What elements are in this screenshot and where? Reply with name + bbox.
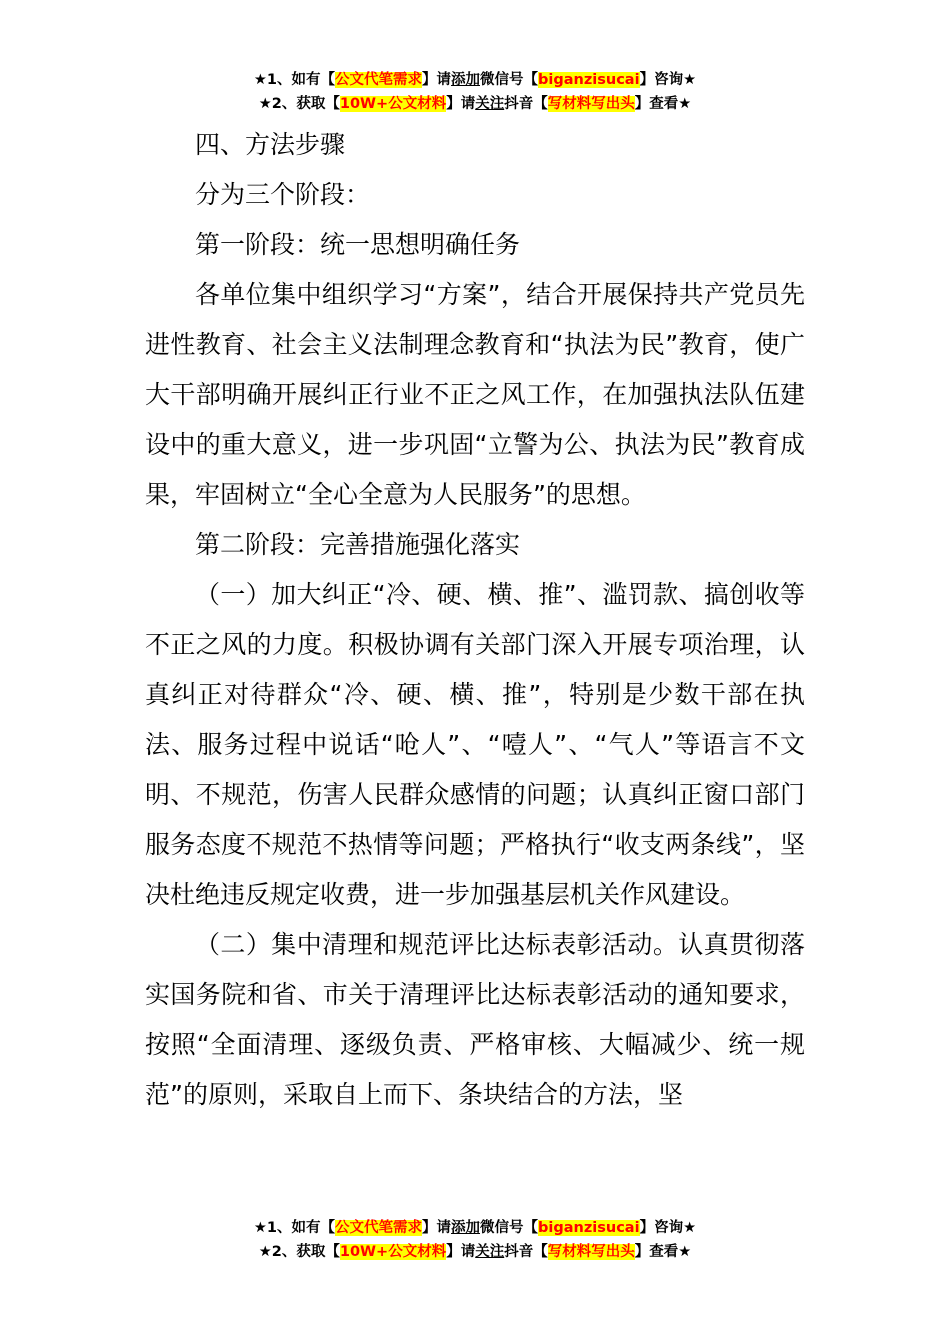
notice-emphasis: 添加 [451, 1220, 481, 1236]
notice-text: 】请 [446, 96, 476, 112]
star-icon: ★ [683, 72, 697, 88]
notice-highlight: 公文代笔需求 [335, 72, 423, 88]
notice-text: 】查看 [634, 1244, 679, 1260]
stage-heading: 第一阶段：统一思想明确任务 [195, 230, 521, 259]
notice-line-2 [0, 92, 950, 116]
stage-heading: 第二阶段：完善措施强化落实 [195, 530, 521, 559]
douyin-account-highlight: 写材料写出头 [547, 96, 635, 112]
section-heading: 四、方法步骤 [195, 130, 346, 159]
footer-notice [0, 1216, 950, 1264]
header-notice [0, 68, 950, 116]
star-icon: ★ [683, 1220, 697, 1236]
notice-text: 】请 [446, 1244, 476, 1260]
notice-text: 1、如有【 [266, 1220, 336, 1236]
notice-emphasis: 关注 [475, 96, 505, 112]
notice-text: 微信号【 [480, 1220, 539, 1236]
document-body [145, 120, 805, 1120]
notice-text: 抖音【 [504, 96, 548, 112]
notice-text: 1、如有【 [266, 72, 336, 88]
paragraph: 各单位集中组织学习“方案”，结合开展保持共产党员先进性教育、社会主义法制理念教育和“执法为民”教育，使广大干部明确开展纠正行业不正之风工作，在加强执法队伍建设中的重大意义，进一步巩固“立警为公、执法为民”教育成果，牢固树立“全心全意为人民服务”的思想。 [145, 280, 805, 509]
notice-highlight: 10W+公文材料 [339, 96, 447, 112]
wechat-id-highlight: biganzisucai [538, 72, 640, 88]
wechat-id-highlight: biganzisucai [538, 1220, 640, 1236]
notice-text: 2、获取【 [271, 1244, 340, 1260]
notice-text: 抖音【 [504, 1244, 548, 1260]
notice-line-1 [0, 68, 950, 92]
notice-text: 】查看 [634, 96, 679, 112]
notice-emphasis: 添加 [451, 72, 481, 88]
notice-line-1 [0, 1216, 950, 1240]
notice-text: 】请 [422, 72, 452, 88]
notice-text: 】请 [422, 1220, 452, 1236]
paragraph: 分为三个阶段： [195, 180, 371, 209]
paragraph: （一）加大纠正“冷、硬、横、推”、滥罚款、搞创收等不正之风的力度。积极协调有关部门深入开展专项治理，认真纠正对待群众“冷、硬、横、推”，特别是少数干部在执法、服务过程中说话“呛人”、“噎人”、“气人”等语言不文明、不规范，伤害人民群众感情的问题；认真纠正窗口部门服务态度不规范不热情等问题；严格执行“收支两条线”，坚决杜绝违反规定收费，进一步加强基层机关作风建设。 [145, 580, 805, 909]
star-icon: ★ [258, 96, 272, 112]
notice-highlight: 10W+公文材料 [339, 1244, 447, 1260]
notice-text: 】咨询 [639, 1220, 684, 1236]
notice-line-2 [0, 1240, 950, 1264]
douyin-account-highlight: 写材料写出头 [547, 1244, 635, 1260]
star-icon: ★ [678, 1244, 692, 1260]
notice-highlight: 公文代笔需求 [335, 1220, 423, 1236]
star-icon: ★ [253, 72, 267, 88]
star-icon: ★ [253, 1220, 267, 1236]
notice-emphasis: 关注 [475, 1244, 505, 1260]
notice-text: 2、获取【 [271, 96, 340, 112]
paragraph: （二）集中清理和规范评比达标表彰活动。认真贯彻落实国务院和省、市关于清理评比达标表彰活动的通知要求，按照“全面清理、逐级负责、严格审核、大幅减少、统一规范”的原则，采取自上而下、条块结合的方法，坚 [145, 930, 805, 1109]
star-icon: ★ [258, 1244, 272, 1260]
notice-text: 微信号【 [480, 72, 539, 88]
notice-text: 】咨询 [639, 72, 684, 88]
star-icon: ★ [678, 96, 692, 112]
